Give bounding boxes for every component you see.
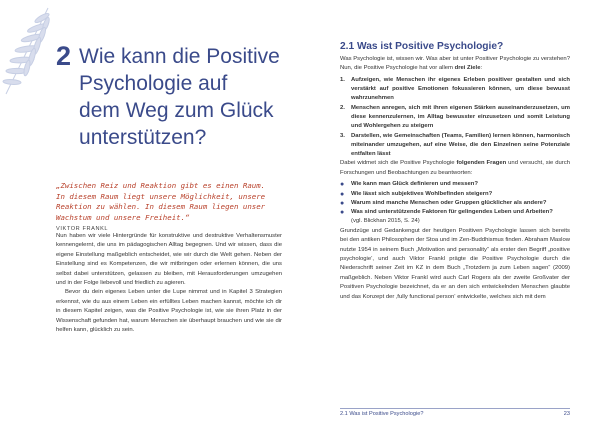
section-title: 2.1 Was ist Positive Psychologie? — [340, 41, 504, 52]
paragraph: Grundzüge und Gedankengut der heutigen Positiven Psychologie lassen sich bereits bei den antiken Philosophen der Stoa und im Zen-Buddhismus finden. Abraham Maslow nutzte 1954 in seinem Buch „Motivation and personality“ als erster den Begriff „positive psychologie‘, und auch Viktor Frankl prägte die Positive Psychologie durch die Niederschrift seiner Zeit im KZ in dem Buch „Trotzdem ja zum Leben sagen“ (2009) maßgeblich. Neben Viktor Frankl wird auch Carl Rogers als der zweite Großvater der Positiven Psychologie bezeichnet, da er an den sich entwickelnden Menschen glaubte und das Konzept der ‚fully functional person‘ entwickelte, welches sich mit dem — [340, 227, 570, 300]
bullet-icon: ● — [340, 190, 345, 198]
question-text: Was sind unterstützende Faktoren für gelingendes Leben und Arbeiten? — [351, 209, 553, 216]
goal-text: Aufzeigen, wie Menschen ihr eigenes Erleben positiver gestalten und sich verstärkt auf positive Emotionen fokussieren können, um diese bewusst wahrzunehmen — [351, 76, 570, 102]
intro-text: Was Psychologie ist, wissen wir. Was aber ist unter Positiver Psychologie zu verstehen? Nun, die Positive Psychologie hat vor allem — [340, 56, 570, 72]
intro-paragraph — [340, 55, 570, 74]
chapter-number: 2 — [56, 41, 72, 71]
question-item — [340, 190, 570, 199]
running-head: 2.1 Was ist Positive Psychologie? — [340, 411, 424, 417]
right-page — [340, 41, 570, 302]
question-text: Wie lässt sich subjektives Wohlbefinden steigern? — [351, 190, 493, 197]
quote-line: „Zwischen Reiz und Reaktion gibt es einen Raum. — [56, 181, 266, 190]
bullet-icon: ● — [340, 209, 345, 217]
goal-number: 3. — [340, 132, 345, 139]
goals-list — [340, 76, 570, 160]
bullet-icon: ● — [340, 199, 345, 207]
questions-list — [340, 180, 570, 217]
paragraph: Bevor du dein eigenes Leben unter die Lupe nimmst und in Kapitel 3 Strategien erkennst, wie du aus einem Leben ein erfülltes Leben machen kannst, möchte ich dir in diesem Kapitel zeigen, was die Positive Psychologie ist, wie sie ihren Platz in der Wissenschaft gefunden hat, warum Menschen sie überhaupt brauchen und wie sie dir helfen kann, glücklich zu sein. — [56, 289, 282, 334]
page-footer — [340, 408, 570, 417]
intro-end: : — [480, 65, 483, 72]
chapter-title-line: Psychologie auf — [79, 72, 228, 95]
para2-start: Dabei widmet sich die Positive Psychologie — [340, 160, 455, 167]
chapter-title — [79, 43, 280, 151]
para2-bold: folgenden Fragen — [456, 160, 507, 167]
intro-bold: drei Ziele — [454, 65, 481, 72]
goal-text: Darstellen, wie Gemeinschaften (Teams, Familien) lernen können, harmonisch miteinander umzugehen, auf eine Weise, die den Einzelnen seine Potenziale entfalten lässt — [351, 132, 570, 158]
left-page — [56, 43, 282, 335]
quote-line: In diesem Raum liegt unsere Möglichkeit, unsere — [56, 191, 266, 201]
chapter-heading — [56, 43, 282, 151]
question-item — [340, 208, 570, 217]
goal-item — [340, 104, 570, 132]
left-body — [56, 232, 282, 335]
bullet-icon: ● — [340, 181, 345, 189]
para2-end: und versucht, sie durch Forschungen und Beobachtungen zu beantworten: — [340, 160, 570, 176]
goal-number: 2. — [340, 104, 345, 111]
quote-line: Wachstum und unsere Freiheit.“ — [56, 212, 190, 222]
goal-item — [340, 132, 570, 160]
chapter-title-line: unterstützen? — [79, 126, 207, 149]
goal-number: 1. — [340, 76, 345, 83]
question-text: Warum sind manche Menschen oder Gruppen glücklicher als andere? — [351, 199, 547, 206]
questions-intro — [340, 159, 570, 178]
page-number: 23 — [563, 411, 570, 417]
question-item — [340, 199, 570, 208]
chapter-title-line: dem Weg zum Glück — [79, 99, 274, 122]
paragraph: Nun haben wir viele Hintergründe für konstruktive und destruktive Verhaltensmuster kennengelernt, die uns im pädagogischen Alltag begegnen. Und wir wissen, dass die eigene Einstellung maßgeblich entscheidet, wie wir durch die Welt gehen. Neben der Einstellung sind es Kompetenzen, die wir mitbringen oder erlernen können, die uns selbst dabei unterstützen, gelassen zu bleiben, mit Herausforderungen umzugehen und in der Folge liebevoll und friedlich zu agieren. — [56, 233, 282, 287]
quote-line: Reaktion zu wählen. In diesem Raum liegen unser — [56, 202, 266, 211]
fern-leaf-decoration — [2, 4, 54, 96]
epigraph-quote — [56, 181, 282, 223]
goal-text: Menschen anregen, sich mit ihren eigenen Stärken auseinanderzusetzen, um diese kennenzulernen, im Alltag bewusster einzusetzen und somit Leistung und Wohlergehen zu steigern — [351, 104, 570, 130]
question-item — [340, 180, 570, 189]
question-text: Wie kann man Glück definieren und messen? — [351, 181, 478, 188]
right-body — [340, 55, 570, 302]
chapter-title-line: Wie kann die Positive — [79, 45, 280, 68]
goal-item — [340, 76, 570, 104]
quote-author: VIKTOR FRANKL — [56, 226, 109, 232]
citation: (vgl. Blickhan 2015, S. 24) — [351, 218, 420, 225]
